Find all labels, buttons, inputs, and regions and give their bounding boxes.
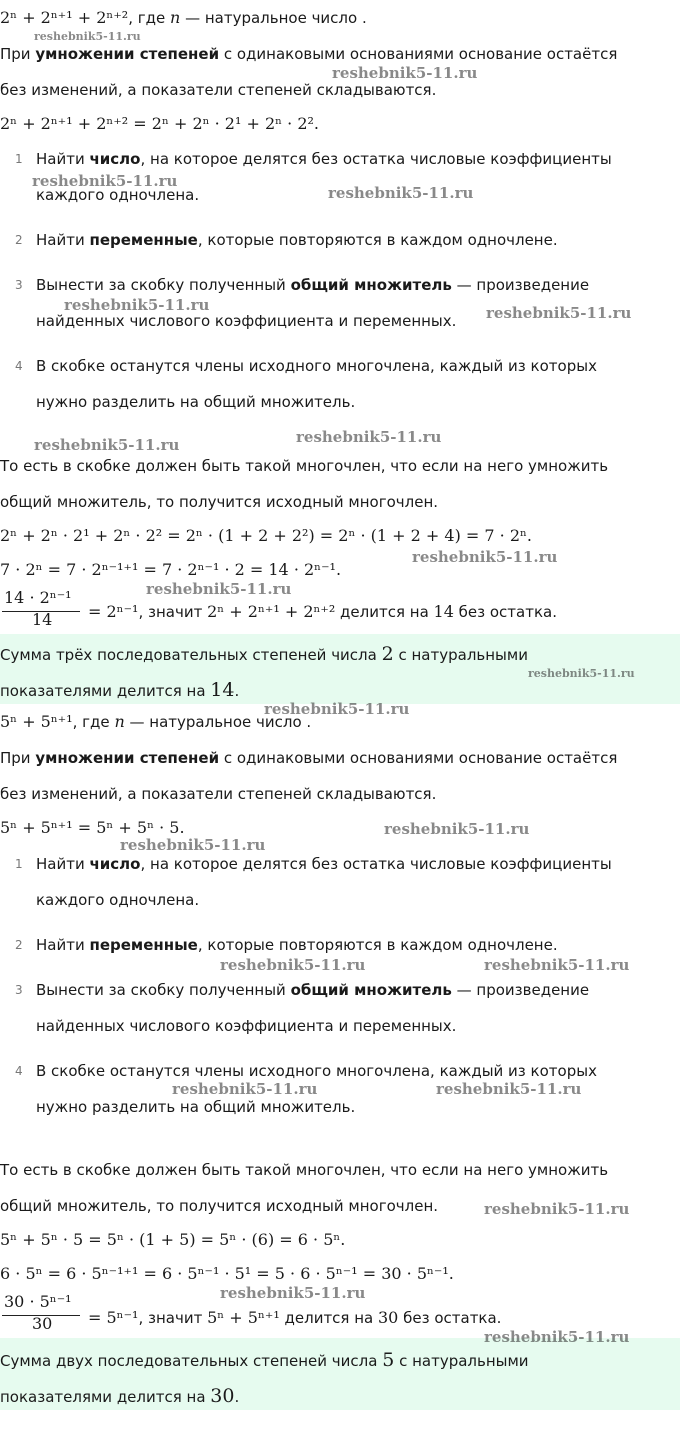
- conclusion-box: Сумма трёх последовательных степеней числа 2 с натуральными показателями делится на 14.: [0, 634, 680, 704]
- watermark: reshebnik5-11.ru: [120, 836, 266, 854]
- factoring-equation: 5ⁿ + 5ⁿ · 5 = 5ⁿ · (1 + 5) = 5ⁿ · (6) = 6 · 5ⁿ.: [0, 1230, 346, 1249]
- fraction-conclusion: = 2ⁿ⁻¹, значит 2ⁿ + 2ⁿ⁺¹ + 2ⁿ⁺² делится на 14 без остатка.: [88, 602, 557, 621]
- watermark: reshebnik5-11.ru: [296, 428, 442, 446]
- watermark: reshebnik5-11.ru: [484, 1328, 630, 1346]
- rule-line: При умножении степеней с одинаковыми основаниями основание остаётся: [0, 749, 618, 767]
- watermark: reshebnik5-11.ru: [384, 820, 530, 838]
- explanation-line: То есть в скобке должен быть такой многочлен, что если на него умножить: [0, 1161, 609, 1179]
- intro-line: 2ⁿ + 2ⁿ⁺¹ + 2ⁿ⁺², где n — натуральное число .: [0, 8, 367, 27]
- fraction: [2, 1292, 80, 1338]
- watermark: reshebnik5-11.ru: [64, 296, 210, 314]
- step-number: 1: [15, 152, 23, 166]
- watermark: reshebnik5-11.ru: [34, 30, 141, 43]
- fraction: [2, 588, 80, 634]
- intro-expression: 2ⁿ + 2ⁿ⁺¹ + 2ⁿ⁺²: [0, 8, 129, 27]
- step-number: 3: [15, 278, 23, 292]
- watermark: reshebnik5-11.ru: [328, 184, 474, 202]
- explanation-line-2: общий множитель, то получится исходный многочлен.: [0, 493, 439, 511]
- step-number: 2: [15, 233, 23, 247]
- step-number: 1: [15, 857, 23, 871]
- explanation-line-2: общий множитель, то получится исходный многочлен.: [0, 1197, 439, 1215]
- watermark: reshebnik5-11.ru: [220, 956, 366, 974]
- watermark: reshebnik5-11.ru: [332, 64, 478, 82]
- step-number: 4: [15, 1064, 23, 1078]
- watermark: reshebnik5-11.ru: [34, 436, 180, 454]
- rule-line-2: без изменений, а показатели степеней складываются.: [0, 785, 437, 803]
- expansion-equation: 2ⁿ + 2ⁿ⁺¹ + 2ⁿ⁺² = 2ⁿ + 2ⁿ · 2¹ + 2ⁿ · 2².: [0, 114, 320, 133]
- watermark: reshebnik5-11.ru: [412, 548, 558, 566]
- rule-line: При умножении степеней с одинаковыми основаниями основание остаётся: [0, 45, 618, 63]
- rewrite-equation: 6 · 5ⁿ = 6 · 5ⁿ⁻¹⁺¹ = 6 · 5ⁿ⁻¹ · 5¹ = 5 · 6 · 5ⁿ⁻¹ = 30 · 5ⁿ⁻¹.: [0, 1264, 454, 1283]
- watermark: reshebnik5-11.ru: [484, 1200, 630, 1218]
- fraction-denominator: 14: [32, 610, 53, 629]
- fraction-numerator: 14 · 2ⁿ⁻¹: [4, 588, 72, 607]
- watermark: reshebnik5-11.ru: [528, 667, 635, 680]
- expansion-equation: 5ⁿ + 5ⁿ⁺¹ = 5ⁿ + 5ⁿ · 5.: [0, 818, 185, 837]
- step-number: 4: [15, 359, 23, 373]
- intro-expression: 5ⁿ + 5ⁿ⁺¹: [0, 712, 73, 731]
- fraction-conclusion: = 5ⁿ⁻¹, значит 5ⁿ + 5ⁿ⁺¹ делится на 30 без остатка.: [88, 1308, 502, 1327]
- watermark: reshebnik5-11.ru: [220, 1284, 366, 1302]
- intro-line: 5ⁿ + 5ⁿ⁺¹, где n — натуральное число .: [0, 712, 312, 731]
- watermark: reshebnik5-11.ru: [486, 304, 632, 322]
- explanation-line: То есть в скобке должен быть такой многочлен, что если на него умножить: [0, 457, 609, 475]
- fraction-denominator: 30: [32, 1314, 53, 1333]
- watermark: reshebnik5-11.ru: [146, 580, 292, 598]
- step-number: 2: [15, 938, 23, 952]
- watermark: reshebnik5-11.ru: [436, 1080, 582, 1098]
- conclusion-box: Сумма двух последовательных степеней числа 5 с натуральными показателями делится на 30.: [0, 1338, 680, 1410]
- watermark: reshebnik5-11.ru: [32, 172, 178, 190]
- rule-line-2: без изменений, а показатели степеней складываются.: [0, 81, 437, 99]
- watermark: reshebnik5-11.ru: [484, 956, 630, 974]
- watermark: reshebnik5-11.ru: [264, 700, 410, 718]
- watermark: reshebnik5-11.ru: [172, 1080, 318, 1098]
- factoring-equation: 2ⁿ + 2ⁿ · 2¹ + 2ⁿ · 2² = 2ⁿ · (1 + 2 + 2²) = 2ⁿ · (1 + 2 + 4) = 7 · 2ⁿ.: [0, 526, 533, 545]
- fraction-numerator: 30 · 5ⁿ⁻¹: [4, 1292, 72, 1311]
- rewrite-equation: 7 · 2ⁿ = 7 · 2ⁿ⁻¹⁺¹ = 7 · 2ⁿ⁻¹ · 2 = 14 · 2ⁿ⁻¹.: [0, 560, 342, 579]
- step-number: 3: [15, 983, 23, 997]
